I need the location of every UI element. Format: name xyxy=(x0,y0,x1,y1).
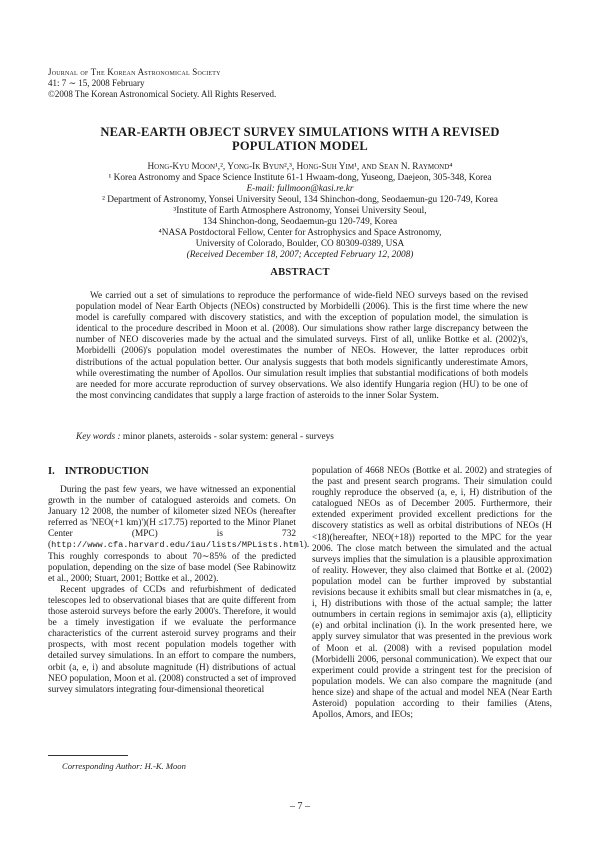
journal-copyright: ©2008 The Korean Astronomical Society. All Rights Reserved. xyxy=(48,89,277,99)
author-email: E-mail: fullmoon@kasi.re.kr xyxy=(246,184,354,194)
affiliation-2: ² Department of Astronomy, Yonsei University Seoul, 134 Shinchon-dong, Seodaemun-gu 120-749, Korea xyxy=(102,195,498,205)
affiliation-4-line-1: ⁴NASA Postdoctoral Fellow, Center for Astrophysics and Space Astronomy, xyxy=(158,228,442,238)
right-column xyxy=(312,466,552,721)
affiliation-3-line-2: 134 Shinchon-dong, Seodaemun-gu 120-749, Korea xyxy=(202,217,398,227)
intro-paragraph-3: population of 4668 NEOs (Bottke et al. 2002) and strategies of the past and present search programs. Their simulation could roughly reproduce the observed (a, e, i, H) distribution of the catalogued NEOs as of December 2005. Furthermore, their extended experiment provided excellent predictions for the discovery statistics as well as orbital distributions of NEOs (H <18)(hereafter, NEO(+18)) reported to the MPC for the year 2006. The close match between the simulated and the actual surveys implies that the simulation is a plausible approximation of reality. However, they also claimed that Bottke et al. (2002) population model can be further improved by substantial revisions because it exhibits small but clear mismatches in (a, e, i, H) distributions with those of the actual sample; the latter outnumbers in certain regions in semimajor axis (a), ellipticity (e) and orbital inclination (i). In the work presented here, we apply survey simulator that was presented in the previous work of Moon et al. (2008) with a revised population model (Morbidelli 2006, personal communication). We expect that our experiment could provide a stringent test for the precision of population models. We can also compare the magnitude (and hence size) and shape of the actual and model NEA (Near Earth Asteroid) population according to their families (Atens, Apollos, Amors, and IEOs; xyxy=(312,466,552,721)
received-accepted-dates: (Received December 18, 2007; Accepted February 12, 2008) xyxy=(186,250,414,260)
section-heading-introduction xyxy=(48,466,149,477)
abstract-heading: ABSTRACT xyxy=(270,267,330,278)
paper-title xyxy=(60,125,540,153)
page-number: – 7 – xyxy=(290,801,310,812)
section-title: INTRODUCTION xyxy=(64,466,149,477)
left-column xyxy=(48,485,310,696)
mpc-url-link[interactable]: http://www.cfa.harvard.edu/iau/lists/MPLists.html xyxy=(51,540,304,551)
journal-header xyxy=(48,67,276,100)
keywords-label: Key words : xyxy=(76,432,121,442)
journal-name: Journal of The Korean Astronomical Society xyxy=(48,67,221,77)
corresponding-author-footnote: Corresponding Author: H.-K. Moon xyxy=(62,761,186,771)
intro-paragraph-1 xyxy=(48,485,310,585)
intro-paragraph-2: Recent upgrades of CCDs and refurbishment of dedicated telescopes led to observational biases that are quite different from those asteroid surveys before the early 2000's. Therefore, it would be a timely investigation if we evaluate the performance characteristics of the current asteroid survey programs and their prospects, with most recent population models together with detailed survey simulations. In an effort to compare the numbers, orbit (a, e, i) and absolute magnitude (H) distributions of actual NEO population, Moon et al. (2008) constructed a set of improved survey simulators integrating four-dimensional theoretical xyxy=(48,584,296,695)
intro-p1-text-after-url: ). This roughly corresponds to about 70∼85% of the predicted population, depending on the size of base model (See Rabinowitz et al., 2000; Stuart, 2001; Bottke et al., 2002). xyxy=(48,540,310,584)
journal-volume: 41: 7 ∼ 15, 2008 February xyxy=(48,78,145,88)
footnote-rule xyxy=(48,755,128,756)
authors-block xyxy=(40,162,560,261)
paper-title-line-1: NEAR-EARTH OBJECT SURVEY SIMULATIONS WITH A REVISED xyxy=(100,125,500,139)
author-list: Hong-Kyu Moon¹,², Yong-Ik Byun²,³, Hong-Suh Yim¹, and Sean N. Raymond⁴ xyxy=(147,162,453,172)
intro-p1-text-before-url: During the past few years, we have witnessed an exponential growth in the number of catalogued asteroids and comets. On January 12 2008, the number of kilometer sized NEOs (hereafter referred as 'NEO(+1 km)')(H ≤17.75) reported to the Minor Planet Center (MPC) is 732 ( xyxy=(48,485,296,551)
keywords-text: minor planets, asteroids - solar system: general - surveys xyxy=(122,432,334,442)
paper-title-line-2: POPULATION MODEL xyxy=(232,139,368,153)
affiliation-1: ¹ Korea Astronomy and Space Science Institute 61-1 Hwaam-dong, Yuseong, Daejeon, 305-348, Korea xyxy=(108,173,492,183)
abstract-text: We carried out a set of simulations to reproduce the performance of wide-field NEO surveys based on the revised population model of Near Earth Objects (NEOs) constructed by Morbidelli (2006). This is the first time where the new model is carefully compared with discovery statistics, and with the exception of population model, the simulation is identical to the procedure described in Moon et al. (2008). Our simulations show rather large discrepancy between the number of NEO discoveries made by the actual and the simulated surveys. First of all, unlike Bottke et al. (2002)'s, Morbidelli (2006)'s population model overestimates the number of NEOs. However, the latter reproduces orbit distributions of the actual population better. Our analysis suggests that both models significantly underestimate Amors, while overestimating the number of Apollos. Our simulation result implies that substantial modifications of both models are needed for more accurate reproduction of survey observations. We also identify Hungaria region (HU) to be one of the most convincing candidates that supply a large fraction of asteroids to the inner Solar System. xyxy=(76,291,528,401)
affiliation-3-line-1: ³Institute of Earth Atmosphere Astronomy, Yonsei University Seoul, xyxy=(173,206,427,216)
affiliation-4-line-2: University of Colorado, Boulder, CO 80309-0389, USA xyxy=(195,239,405,249)
section-number: I. xyxy=(48,466,55,477)
keywords-line xyxy=(76,432,334,442)
